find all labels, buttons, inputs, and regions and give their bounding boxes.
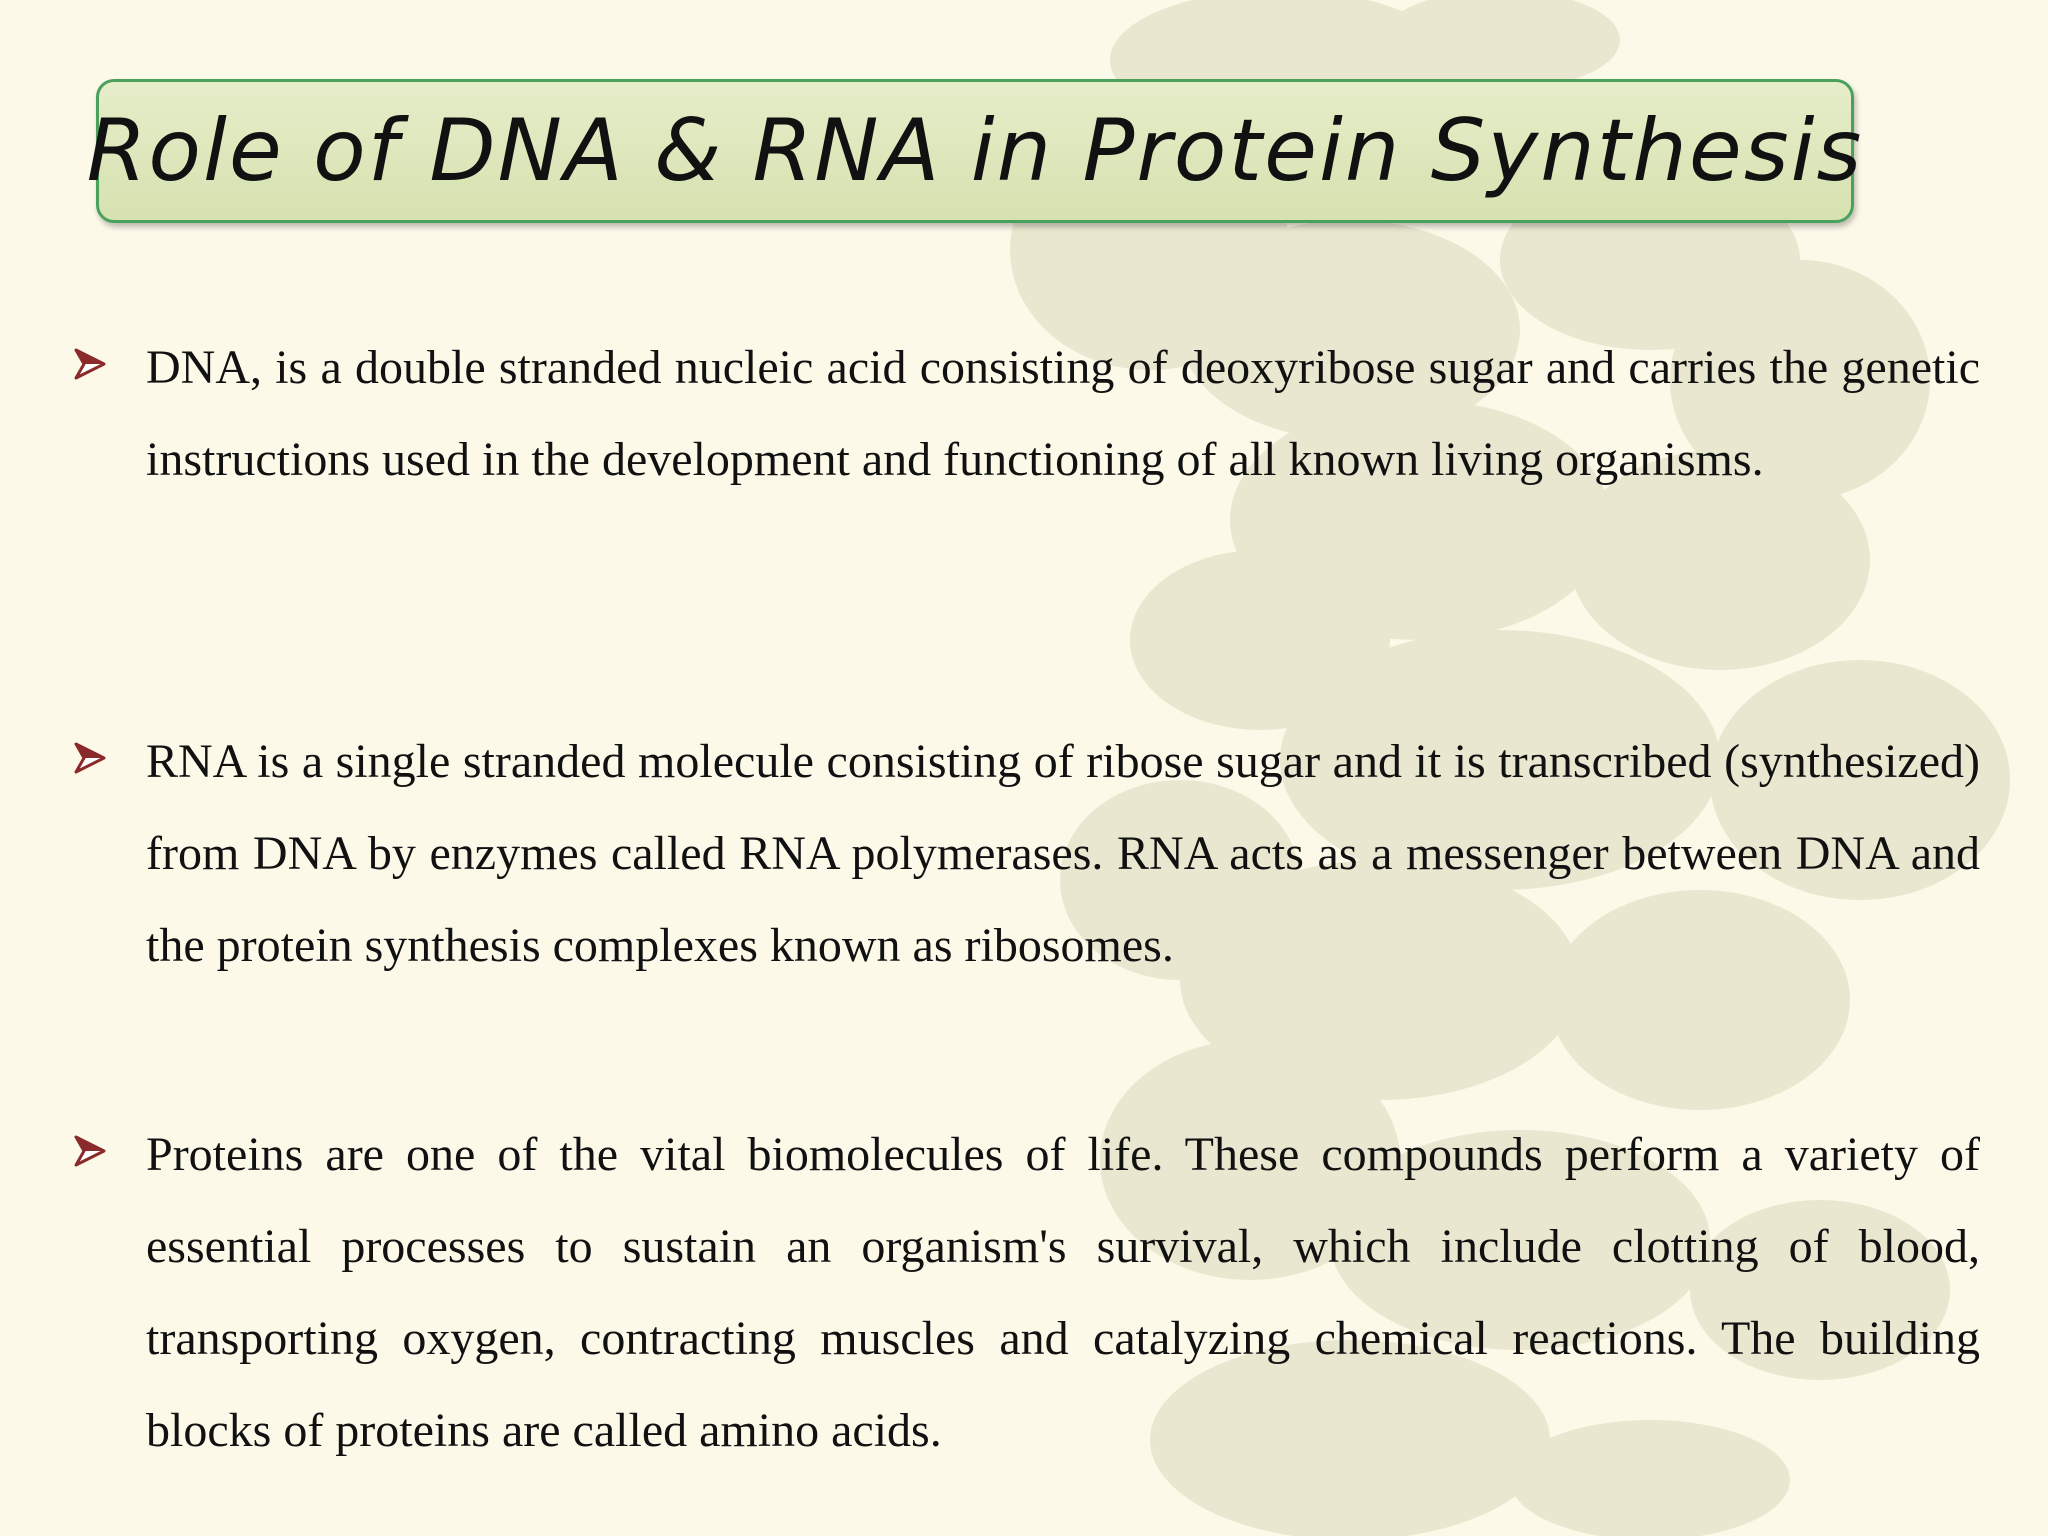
list-item	[70, 1109, 1980, 1477]
title-banner	[86, 79, 1864, 223]
bullet-text: Proteins are one of the vital biomolecules of life. These compounds perform a variety of essential processes to sustain an organism's survival, which include clotting of blood, transporting oxygen, contracting muscles and catalyzing chemical reactions. The building blocks of proteins are called amino acids.	[146, 1128, 1980, 1457]
arrow-bullet-icon	[70, 344, 110, 384]
arrow-bullet-icon	[70, 1131, 110, 1171]
bullet-text: DNA, is a double stranded nucleic acid consisting of deoxyribose sugar and carries the genetic instructions used in the development and functioning of all known living organisms.	[146, 341, 1980, 486]
arrow-bullet-icon	[70, 738, 110, 778]
slide-title: Role of DNA & RNA in Protein Synthesis	[86, 101, 1864, 201]
list-item	[70, 716, 1980, 992]
bullet-text: RNA is a single stranded molecule consisting of ribose sugar and it is transcribed (synthesized) from DNA by enzymes called RNA polymerases. RNA acts as a messenger between DNA and the protein synthesis complexes known as ribosomes.	[146, 735, 1980, 972]
list-item	[70, 322, 1980, 506]
